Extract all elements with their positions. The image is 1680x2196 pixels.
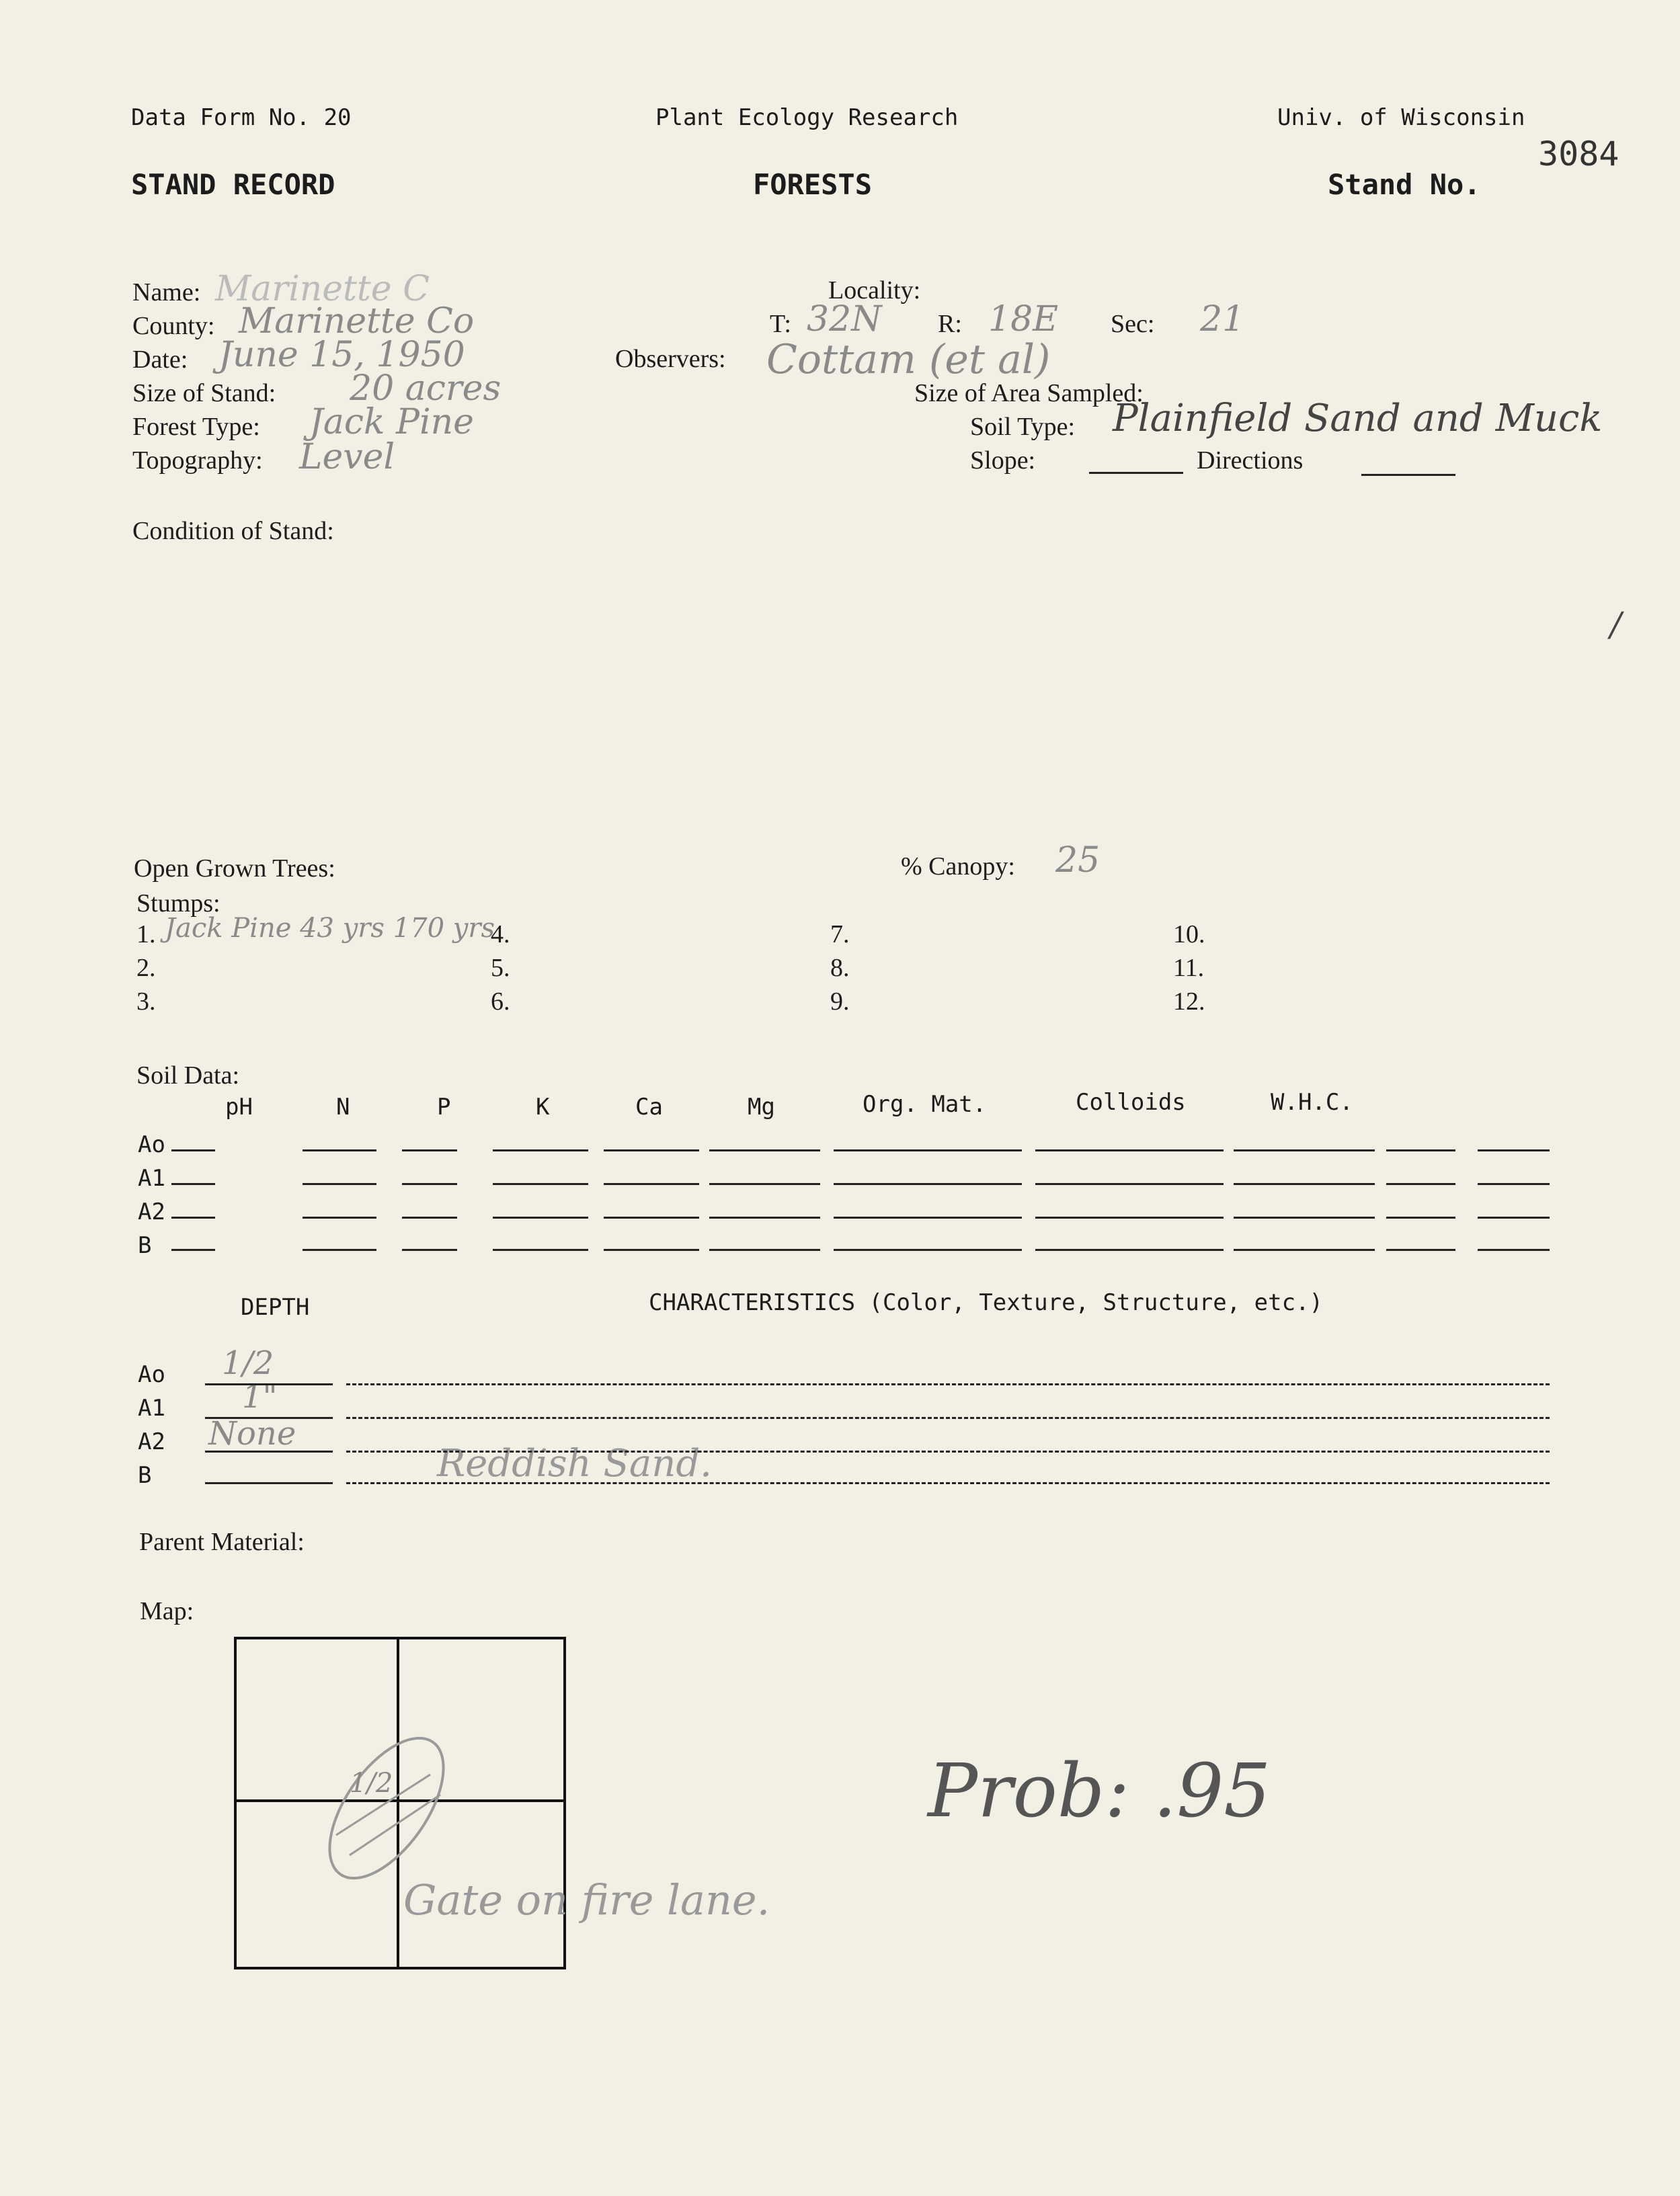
soil-type-label: Soil Type: xyxy=(970,413,1076,441)
soil-blank-line xyxy=(1386,1149,1455,1151)
depth-blank-line xyxy=(205,1417,333,1419)
soil-blank-line xyxy=(834,1183,1022,1185)
map-label: Map: xyxy=(140,1597,194,1625)
stump-number: 10. xyxy=(1173,920,1205,948)
parent-material-label: Parent Material: xyxy=(139,1528,305,1556)
section-label: Sec: xyxy=(1111,310,1155,338)
soil-blank-line xyxy=(1035,1149,1224,1151)
soil-row-label: Ao xyxy=(138,1131,165,1158)
soil-blank-line xyxy=(402,1183,457,1185)
soil-blank-line xyxy=(171,1217,215,1219)
soil-blank-line xyxy=(171,1149,215,1151)
soil-blank-line xyxy=(1234,1217,1375,1219)
soil-blank-line xyxy=(1035,1249,1224,1251)
soil-blank-line xyxy=(1478,1183,1550,1185)
depth-value: None xyxy=(208,1415,296,1453)
stump-number: 12. xyxy=(1173,987,1205,1016)
soil-blank-line xyxy=(402,1249,457,1251)
range-label: R: xyxy=(938,310,962,338)
characteristics-blank-line xyxy=(346,1482,1550,1484)
stump-number: 4. xyxy=(491,920,510,948)
depth-blank-line xyxy=(205,1383,333,1385)
soil-data-label: Soil Data: xyxy=(136,1061,240,1090)
depth-row-label: A2 xyxy=(138,1428,165,1455)
stump-number: 5. xyxy=(491,954,510,982)
date-label: Date: xyxy=(132,345,188,374)
soil-blank-line xyxy=(834,1249,1022,1251)
stand-location-sketch xyxy=(296,1721,477,1896)
soil-col-header: P xyxy=(437,1094,451,1121)
directions-label: Directions xyxy=(1197,446,1304,475)
stump-number: 1. xyxy=(136,920,156,948)
soil-row-label: A1 xyxy=(138,1165,165,1192)
depth-value: 1/2 xyxy=(222,1344,274,1382)
soil-blank-line xyxy=(1035,1183,1224,1185)
forest-type-value: Jack Pine xyxy=(309,402,474,442)
soil-blank-line xyxy=(1035,1217,1224,1219)
observers-value: Cottam (et al) xyxy=(766,336,1051,383)
depth-label: DEPTH xyxy=(241,1294,310,1321)
soil-col-header: N xyxy=(336,1094,350,1121)
observers-label: Observers: xyxy=(615,345,726,373)
area-sampled-label: Size of Area Sampled: xyxy=(914,379,1144,407)
soil-col-header: Ca xyxy=(635,1094,663,1121)
soil-col-header: Mg xyxy=(748,1094,775,1121)
characteristics-blank-line xyxy=(346,1417,1550,1419)
soil-blank-line xyxy=(1386,1217,1455,1219)
soil-blank-line xyxy=(402,1217,457,1219)
stand-record-heading: STAND RECORD xyxy=(131,168,335,201)
stump-number: 8. xyxy=(830,954,850,982)
soil-blank-line xyxy=(604,1183,699,1185)
soil-blank-line xyxy=(1234,1183,1375,1185)
stand-no-label: Stand No. xyxy=(1328,168,1481,201)
stump-number: 6. xyxy=(491,987,510,1016)
soil-blank-line xyxy=(493,1249,588,1251)
university: Univ. of Wisconsin xyxy=(1277,104,1525,131)
soil-blank-line xyxy=(171,1183,215,1185)
soil-blank-line xyxy=(303,1149,376,1151)
soil-blank-line xyxy=(834,1217,1022,1219)
stump-number: 7. xyxy=(830,920,850,948)
depth-blank-line xyxy=(205,1451,333,1453)
soil-blank-line xyxy=(709,1149,820,1151)
map-mark: 1/2 xyxy=(350,1768,393,1799)
soil-blank-line xyxy=(709,1249,820,1251)
probability-note: Prob: .95 xyxy=(928,1748,1271,1834)
township-label: T: xyxy=(770,310,791,338)
depth-row-label: B xyxy=(138,1462,152,1489)
name-label: Name: xyxy=(132,278,201,307)
size-of-stand-label: Size of Stand: xyxy=(132,379,276,407)
soil-blank-line xyxy=(1234,1149,1375,1151)
soil-row-label: A2 xyxy=(138,1198,165,1225)
research-title: Plant Ecology Research xyxy=(655,104,959,131)
b-horizon-characteristics: Reddish Sand. xyxy=(437,1442,712,1486)
depth-blank-line xyxy=(205,1482,333,1484)
stump-number: 11. xyxy=(1173,954,1205,982)
slope-blank xyxy=(1089,472,1183,474)
soil-blank-line xyxy=(171,1249,215,1251)
soil-type-value: Plainfield Sand and Muck xyxy=(1113,397,1603,440)
open-grown-trees-label: Open Grown Trees: xyxy=(134,854,335,883)
township-value: 32N xyxy=(807,299,882,339)
slope-label: Slope: xyxy=(970,446,1036,475)
soil-blank-line xyxy=(1386,1183,1455,1185)
soil-blank-line xyxy=(303,1249,376,1251)
soil-blank-line xyxy=(604,1249,699,1251)
stray-tick-mark: / xyxy=(1610,605,1622,644)
name-value: Marinette C xyxy=(215,269,430,309)
soil-col-header: Colloids xyxy=(1076,1089,1186,1116)
soil-blank-line xyxy=(303,1183,376,1185)
soil-blank-line xyxy=(493,1183,588,1185)
directions-blank xyxy=(1361,474,1455,476)
soil-blank-line xyxy=(402,1149,457,1151)
soil-blank-line xyxy=(303,1217,376,1219)
forest-type-label: Forest Type: xyxy=(132,413,260,441)
soil-col-header: Org. Mat. xyxy=(863,1091,987,1118)
soil-blank-line xyxy=(493,1217,588,1219)
locality-label: Locality: xyxy=(828,276,921,304)
soil-blank-line xyxy=(604,1217,699,1219)
canopy-value: 25 xyxy=(1055,840,1101,881)
soil-blank-line xyxy=(1478,1249,1550,1251)
soil-blank-line xyxy=(709,1183,820,1185)
depth-row-label: Ao xyxy=(138,1361,165,1388)
stumps-label: Stumps: xyxy=(136,889,221,918)
county-label: County: xyxy=(132,312,215,340)
soil-blank-line xyxy=(834,1149,1022,1151)
topography-label: Topography: xyxy=(132,446,263,475)
soil-blank-line xyxy=(493,1149,588,1151)
stump-1-value: Jack Pine 43 yrs 170 yrs xyxy=(165,913,495,944)
range-value: 18E xyxy=(988,299,1059,339)
soil-blank-line xyxy=(1478,1217,1550,1219)
soil-blank-line xyxy=(1386,1249,1455,1251)
soil-col-header: K xyxy=(536,1094,550,1121)
forests-heading: FORESTS xyxy=(753,168,873,201)
soil-blank-line xyxy=(1234,1249,1375,1251)
soil-blank-line xyxy=(1478,1149,1550,1151)
soil-col-header: pH xyxy=(225,1094,253,1121)
stand-no-value: 3084 xyxy=(1538,134,1619,173)
stump-number: 9. xyxy=(830,987,850,1016)
characteristics-blank-line xyxy=(346,1383,1550,1385)
map-note: Gate on fire lane. xyxy=(403,1875,770,1924)
soil-blank-line xyxy=(709,1217,820,1219)
characteristics-blank-line xyxy=(346,1451,1550,1453)
soil-blank-line xyxy=(604,1149,699,1151)
condition-of-stand-label: Condition of Stand: xyxy=(132,517,334,545)
stump-number: 2. xyxy=(136,954,156,982)
section-value: 21 xyxy=(1200,299,1245,339)
characteristics-label: CHARACTERISTICS (Color, Texture, Structure, etc.) xyxy=(649,1289,1324,1316)
size-of-stand-value: 20 acres xyxy=(350,368,502,409)
soil-col-header: W.H.C. xyxy=(1271,1089,1353,1116)
form-number: Data Form No. 20 xyxy=(131,104,352,131)
soil-row-label: B xyxy=(138,1232,152,1259)
topography-value: Level xyxy=(299,437,395,477)
depth-value: 1" xyxy=(242,1378,278,1416)
date-value: June 15, 1950 xyxy=(218,335,465,375)
canopy-label: % Canopy: xyxy=(901,852,1015,881)
stump-number: 3. xyxy=(136,987,156,1016)
county-value: Marinette Co xyxy=(239,301,475,341)
depth-row-label: A1 xyxy=(138,1395,165,1422)
